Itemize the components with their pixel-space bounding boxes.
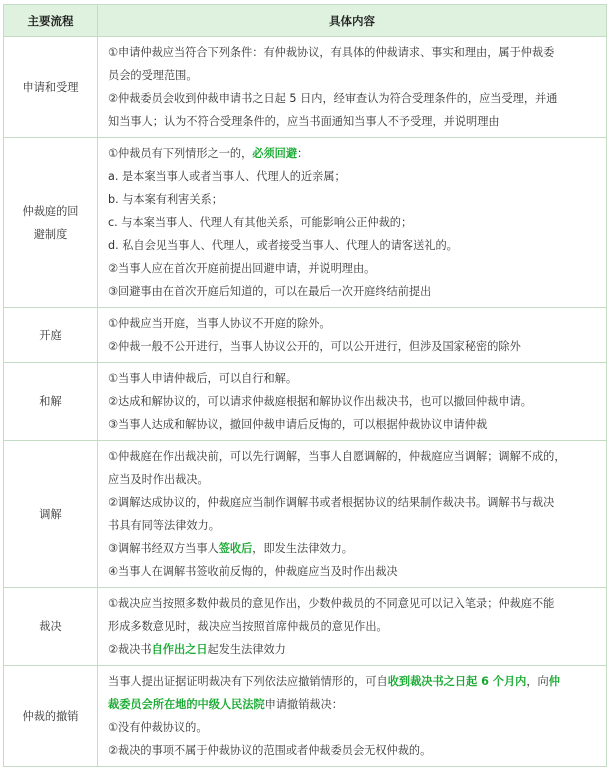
content-line — [108, 615, 598, 638]
row-content — [98, 441, 607, 588]
content-text: c. 与本案当事人、代理人有其他关系，可能影响公正仲裁的； — [108, 216, 413, 229]
flow-title-text: 裁决 — [39, 620, 62, 633]
flow-title-text: 仲裁的撤销 — [22, 709, 79, 723]
flow-title-line: 仲裁庭的回 — [22, 204, 79, 218]
content-text: ②调解达成协议的，仲裁庭应当制作调解书或者根据协议的结果制作裁决书。调解书与裁决 — [108, 496, 555, 509]
flow-title-line: 避制度 — [33, 227, 68, 241]
content-line — [108, 257, 598, 280]
table-row — [4, 588, 607, 666]
content-line — [108, 234, 598, 257]
content-text: b. 与本案有利害关系； — [108, 193, 223, 206]
highlight-text: 裁委员会所在地的中级人民法院 — [108, 698, 265, 711]
table-row — [4, 666, 607, 767]
flow-title-text: 调解 — [39, 507, 62, 521]
content-line — [108, 312, 598, 335]
content-line — [108, 491, 598, 514]
row-flow-title — [4, 138, 98, 308]
content-text: ①仲裁应当开庭，当事人协议不开庭的除外。 — [108, 317, 331, 330]
content-line — [108, 413, 598, 436]
row-flow-title — [4, 666, 98, 767]
content-text: ②仲裁一般不公开进行，当事人协议公开的，可以公开进行，但涉及国家秘密的除外 — [108, 340, 521, 353]
content-text: ①申请仲裁应当符合下列条件：有仲裁协议，有具体的仲裁请求、事实和理由，属于仲裁委 — [108, 46, 555, 59]
content-text: 书具有同等法律效力。 — [108, 519, 220, 532]
flow-title-text: 申请和受理 — [22, 80, 79, 94]
table-header-row — [4, 5, 607, 37]
content-line — [108, 335, 598, 358]
content-line — [108, 468, 598, 491]
table-row — [4, 37, 607, 138]
table-row — [4, 308, 607, 363]
content-line — [108, 142, 598, 165]
content-line — [108, 41, 598, 64]
row-content — [98, 588, 607, 666]
content-text: ④当事人在调解书签收前反悔的，仲裁庭应当及时作出裁决 — [108, 565, 398, 578]
flow-title-text: 和解 — [39, 395, 62, 408]
row-content — [98, 138, 607, 308]
content-line — [108, 188, 598, 211]
row-flow-title — [4, 308, 98, 363]
content-line — [108, 537, 598, 560]
flow-title-text: 开庭 — [39, 328, 62, 342]
content-line — [108, 716, 598, 739]
content-line — [108, 739, 598, 762]
highlight-text: 必须回避 — [252, 147, 298, 160]
highlight-text: 仲 — [548, 675, 560, 688]
table-row — [4, 138, 607, 308]
table-row — [4, 363, 607, 441]
content-text: ： — [297, 147, 309, 160]
content-text: 应当及时作出裁决。 — [108, 473, 209, 486]
content-text: ②当事人应在首次开庭前提出回避申请，并说明理由。 — [108, 262, 376, 275]
content-text: ，即发生法律效力。 — [252, 542, 353, 555]
row-content — [98, 37, 607, 138]
content-line — [108, 110, 598, 133]
row-flow-title — [4, 588, 98, 666]
content-line — [108, 445, 598, 468]
content-line — [108, 560, 598, 583]
row-flow-title — [4, 363, 98, 441]
content-text: 形成多数意见时，裁决应当按照首席仲裁员的意见作出。 — [108, 620, 388, 633]
process-table — [3, 4, 607, 767]
row-flow-title — [4, 441, 98, 588]
content-text: ③回避事由在首次开庭后知道的，可以在最后一次开庭终结前提出 — [108, 285, 432, 298]
content-line — [108, 693, 598, 716]
content-text: ③当事人达成和解协议，撤回仲裁申请后反悔的，可以根据仲裁协议申请仲裁 — [108, 418, 488, 431]
content-text: ①仲裁庭在作出裁决前，可以先行调解，当事人自愿调解的，仲裁庭应当调解；调解不成的， — [108, 450, 566, 463]
content-text: 知当事人；认为不符合受理条件的，应当书面通知当事人不予受理，并说明理由 — [108, 115, 500, 128]
content-line — [108, 87, 598, 110]
content-text: a. 是本案当事人或者当事人、代理人的近亲属； — [108, 170, 346, 183]
content-text: ①没有仲裁协议的。 — [108, 721, 208, 734]
content-line — [108, 638, 598, 661]
content-line — [108, 165, 598, 188]
content-text: ③调解书经双方当事人 — [108, 542, 219, 555]
content-line — [108, 592, 598, 615]
highlight-text: 签收后 — [218, 542, 253, 555]
row-flow-title — [4, 37, 98, 138]
header-main-flow: 主要流程 — [4, 5, 98, 37]
content-line — [108, 64, 598, 87]
content-text: ②裁决书 — [108, 643, 152, 656]
header-specific-content: 具体内容 — [98, 5, 607, 37]
content-text: ①仲裁员有下列情形之一的， — [108, 147, 253, 160]
content-text: d. 私自会见当事人、代理人，或者接受当事人、代理人的请客送礼的。 — [108, 239, 458, 252]
content-text: 当事人提出证据证明裁决有下列依法应撤销情形的，可自 — [108, 675, 388, 688]
content-line — [108, 514, 598, 537]
row-content — [98, 363, 607, 441]
content-text: 申请撤销裁决： — [264, 698, 343, 711]
content-text: 起发生法律效力 — [207, 643, 286, 656]
highlight-text: 自作出之日 — [151, 643, 208, 656]
content-text: ②达成和解协议的，可以请求仲裁庭根据和解协议作出裁决书，也可以撤回仲裁申请。 — [108, 395, 532, 408]
content-text: ①裁决应当按照多数仲裁员的意见作出，少数仲裁员的不同意见可以记入笔录；仲裁庭不能 — [108, 597, 555, 610]
content-line — [108, 280, 598, 303]
content-text: ①当事人申请仲裁后，可以自行和解。 — [108, 372, 298, 385]
content-text: ②裁决的事项不属于仲裁协议的范围或者仲裁委员会无权仲裁的。 — [108, 744, 432, 757]
content-text: 员会的受理范围。 — [108, 69, 198, 82]
content-line — [108, 367, 598, 390]
highlight-text: 收到裁决书之日起 6 个月内 — [387, 675, 527, 688]
row-content — [98, 666, 607, 767]
content-line — [108, 670, 598, 693]
content-line — [108, 211, 598, 234]
table-row — [4, 441, 607, 588]
row-content — [98, 308, 607, 363]
content-text: ，向 — [526, 675, 549, 688]
content-line — [108, 390, 598, 413]
content-text: ②仲裁委员会收到仲裁申请书之日起 5 日内，经审查认为符合受理条件的，应当受理，并通 — [108, 92, 558, 105]
